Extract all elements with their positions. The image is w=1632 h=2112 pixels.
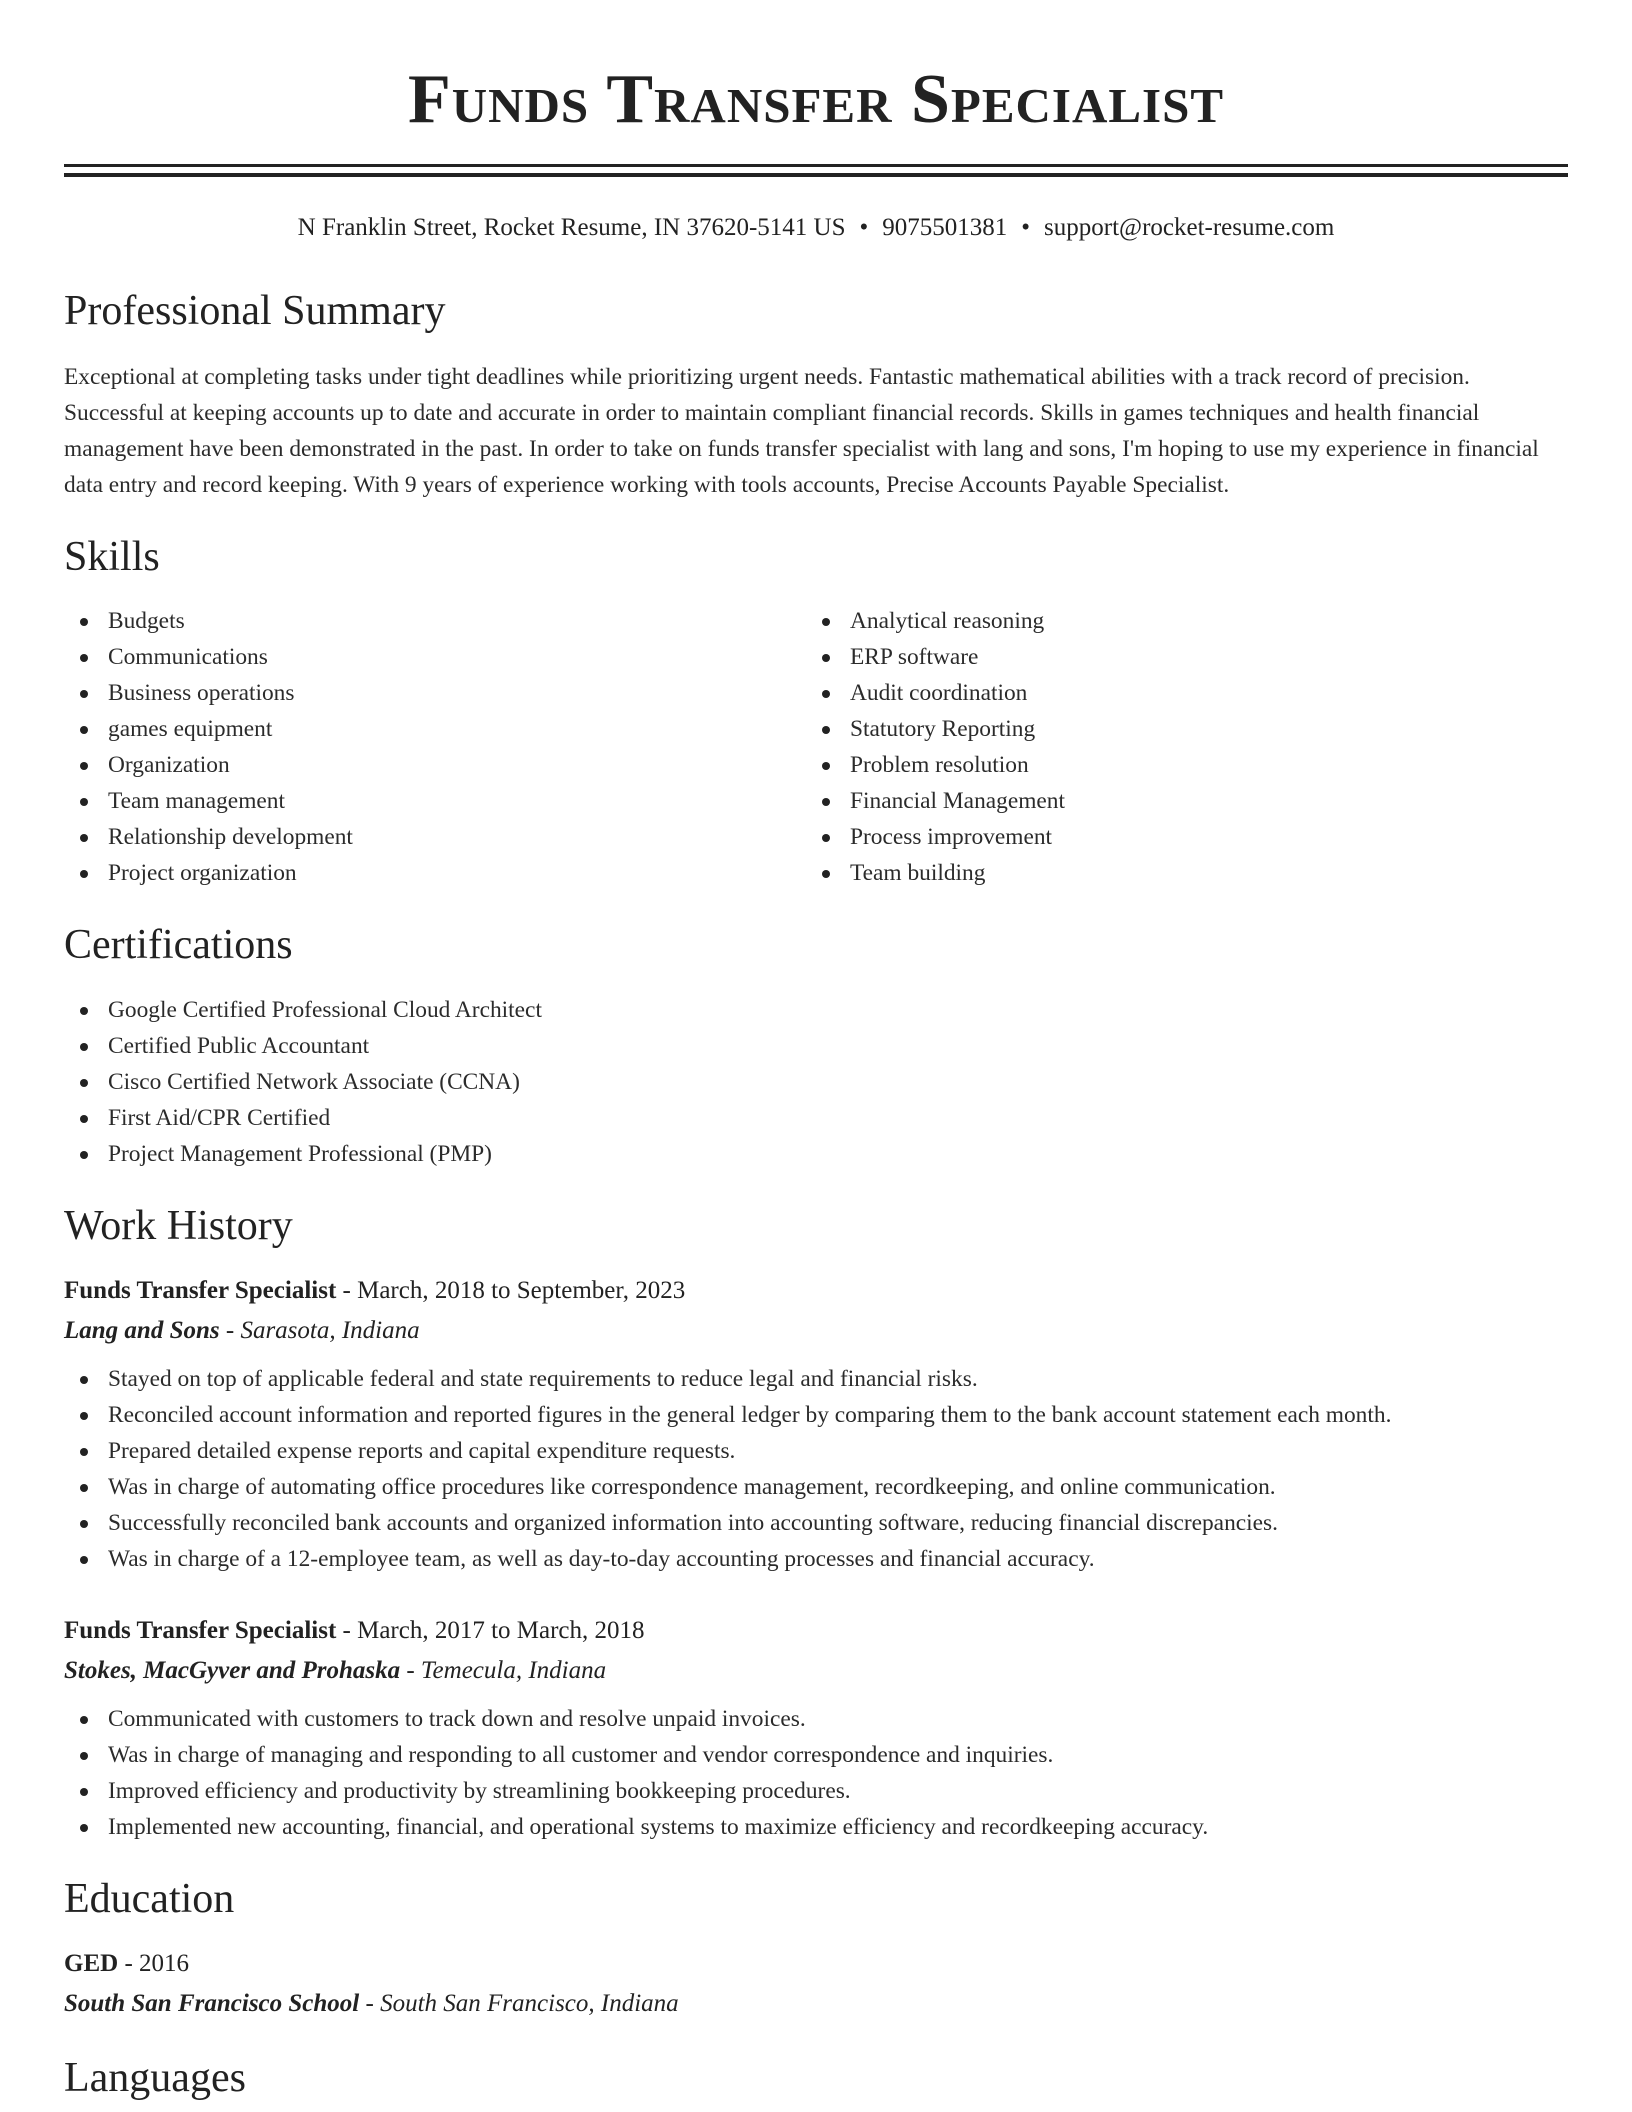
job-bullet: Was in charge of automating office procedures like correspondence management, recordkeeping, and online communication.: [64, 1469, 1568, 1505]
resume-name-title: Funds Transfer Specialist: [407, 61, 1225, 138]
job-company: Stokes, MacGyver and Prohaska: [64, 1657, 401, 1684]
job-bullet: Successfully reconciled bank accounts and organized information into accounting software, reducing financial discrepancies.: [64, 1505, 1568, 1541]
section-certifications: [64, 920, 1568, 1172]
skill-item: Statutory Reporting: [806, 711, 1548, 747]
skills-column-left: [64, 603, 806, 891]
section-heading: Education: [64, 1876, 235, 1922]
skill-item: Analytical reasoning: [806, 603, 1548, 639]
education-school-line: [64, 1984, 1568, 2024]
education-location: - South San Francisco, Indiana: [359, 1990, 679, 2017]
education-year: - 2016: [118, 1950, 190, 1977]
job-location: - Temecula, Indiana: [400, 1657, 607, 1684]
skill-item: Communications: [64, 639, 806, 675]
job-company: Lang and Sons: [64, 1317, 220, 1344]
job-bullet: Improved efficiency and productivity by streamlining bookkeeping procedures.: [64, 1773, 1568, 1809]
job-dates: - March, 2018 to September, 2023: [336, 1277, 686, 1304]
skill-item: Audit coordination: [806, 675, 1548, 711]
section-education: [64, 1874, 1568, 2024]
skill-item: Budgets: [64, 603, 806, 639]
section-work-history: [64, 1201, 1568, 1845]
job-bullet: Prepared detailed expense reports and capital expenditure requests.: [64, 1433, 1568, 1469]
job-title-line: [64, 1611, 1568, 1651]
skill-item: Team building: [806, 855, 1548, 891]
skills-column-right: [806, 603, 1548, 891]
job-title: Funds Transfer Specialist: [64, 1617, 337, 1644]
job-entry: [64, 1271, 1568, 1577]
summary-text: Exceptional at completing tasks under tight deadlines while prioritizing urgent needs. Fantastic mathematical abilities with a track record of precision. Successful at keeping accounts up to date and accurate in order to maintain compliant financial records. Skills in games techniques and health financial management have been demonstrated in the past. In order to take on funds transfer specialist with lang and sons, I'm hoping to use my experience in financial data entry and record keeping. With 9 years of experience working with tools accounts, Precise Accounts Payable Specialist.: [64, 364, 1539, 498]
job-title-line: [64, 1271, 1568, 1311]
education-entry: [64, 1944, 1568, 2024]
section-heading: Certifications: [64, 922, 293, 968]
job-bullet-list: [64, 1701, 1568, 1845]
certification-item: First Aid/CPR Certified: [64, 1100, 1568, 1136]
job-bullet: Stayed on top of applicable federal and state requirements to reduce legal and financial risks.: [64, 1361, 1568, 1397]
job-bullet: Communicated with customers to track down and resolve unpaid invoices.: [64, 1701, 1568, 1737]
job-company-line: [64, 1311, 1568, 1351]
job-bullet: Reconciled account information and reported figures in the general ledger by comparing them to the bank account statement each month.: [64, 1397, 1568, 1433]
job-dates: - March, 2017 to March, 2018: [336, 1617, 645, 1644]
job-entry: [64, 1611, 1568, 1845]
section-heading: Work History: [64, 1203, 293, 1249]
certification-list: [64, 992, 1568, 1172]
contact-email: support@rocket-resume.com: [1044, 214, 1335, 241]
section-professional-summary: [64, 286, 1568, 503]
job-bullet: Was in charge of a 12-employee team, as well as day-to-day accounting processes and financial accuracy.: [64, 1541, 1568, 1577]
contact-phone: 9075501381: [882, 214, 1008, 241]
section-skills: [64, 532, 1568, 891]
education-degree-line: [64, 1944, 1568, 1984]
skills-grid: [64, 603, 1568, 891]
skill-item: Process improvement: [806, 819, 1548, 855]
contact-address: N Franklin Street, Rocket Resume, IN 37620-5141 US: [297, 214, 846, 241]
skill-item: Team management: [64, 783, 806, 819]
certification-item: Google Certified Professional Cloud Architect: [64, 992, 1568, 1028]
job-bullet: Was in charge of managing and responding to all customer and vendor correspondence and inquiries.: [64, 1737, 1568, 1773]
skill-item: Project organization: [64, 855, 806, 891]
contact-separator: •: [1021, 214, 1031, 241]
skill-item: Problem resolution: [806, 747, 1548, 783]
header-divider-bottom: [64, 173, 1568, 177]
education-school: South San Francisco School: [64, 1990, 360, 2017]
certification-item: Certified Public Accountant: [64, 1028, 1568, 1064]
job-company-line: [64, 1651, 1568, 1691]
certification-item: Cisco Certified Network Associate (CCNA): [64, 1064, 1568, 1100]
section-heading: Skills: [64, 534, 160, 580]
section-heading: Professional Summary: [64, 288, 446, 334]
section-languages: [64, 2053, 1568, 2103]
job-location: - Sarasota, Indiana: [219, 1317, 420, 1344]
job-title: Funds Transfer Specialist: [64, 1277, 337, 1304]
skill-item: Organization: [64, 747, 806, 783]
header-divider-top: [64, 164, 1568, 167]
certification-item: Project Management Professional (PMP): [64, 1136, 1568, 1172]
education-degree: GED: [64, 1950, 119, 1977]
skill-item: Business operations: [64, 675, 806, 711]
job-bullet-list: [64, 1361, 1568, 1577]
contact-separator: •: [859, 214, 869, 241]
contact-line: [64, 211, 1568, 245]
section-heading: Languages: [64, 2055, 246, 2101]
skill-item: games equipment: [64, 711, 806, 747]
job-bullet: Implemented new accounting, financial, and operational systems to maximize efficiency and recordkeeping accuracy.: [64, 1809, 1568, 1845]
skill-item: Financial Management: [806, 783, 1548, 819]
skill-item: ERP software: [806, 639, 1548, 675]
skill-item: Relationship development: [64, 819, 806, 855]
